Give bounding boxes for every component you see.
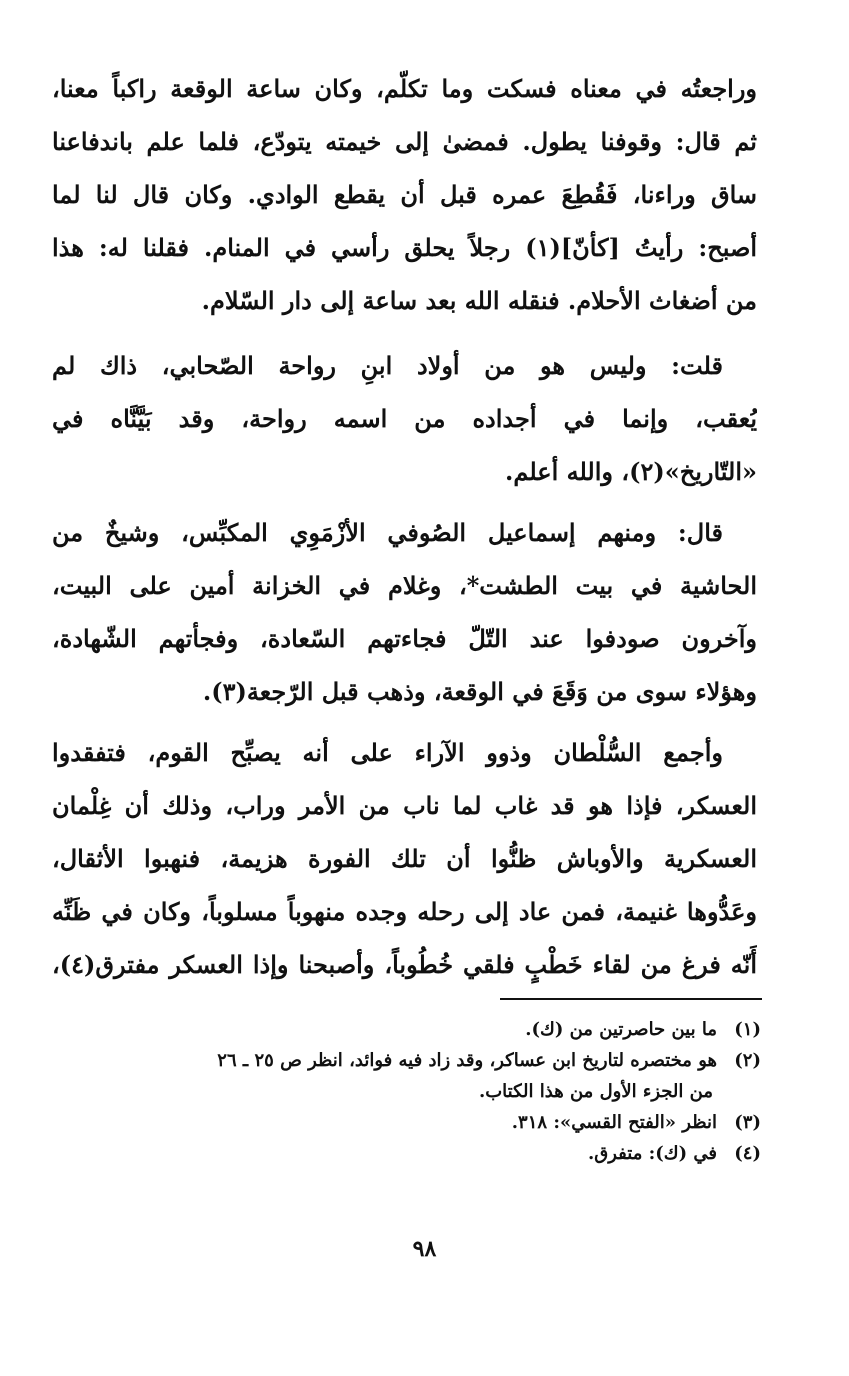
footnote-number: (٢) — [734, 1050, 761, 1071]
text-line: ثم قال: وقوفنا يطول. فمضىٰ إلى خيمته يتودّع، فلما علم باندفاعنا — [52, 127, 757, 156]
text-line: قلت: وليس هو من أولاد ابنِ رواحة الصّحابي، ذاك لم — [52, 351, 723, 380]
text-line: أَنّه فرغ من لقاء خَطْبٍ فلقي خُطُوباً، وأصبحنا وإذا العسكر مفترق(٤)، — [52, 950, 757, 979]
footnote-3 — [52, 1107, 761, 1138]
text-line: «التّاريخ»(٢)، والله أعلم. — [504, 457, 757, 486]
text-line: يُعقب، وإنما في أجداده من اسمه رواحة، وقد بَيَّنَّاه في — [52, 404, 757, 433]
footnote-text: انظر «الفتح القسي»: ٣١٨. — [511, 1112, 717, 1133]
footnote-text: في (ك): متفرق. — [588, 1143, 717, 1164]
main-text — [52, 62, 757, 991]
text-line: وراجعتُه في معناه فسكت وما تكلّم، وكان ساعة الوقعة راكباً معنا، — [52, 74, 757, 103]
paragraph — [52, 726, 757, 991]
text-line: من أضغاث الأحلام. فنقله الله بعد ساعة إلى دار السّلام. — [201, 286, 757, 315]
footnote-1 — [52, 1014, 761, 1045]
text-line: وآخرون صودفوا عند التّلّ فجاءتهم السّعادة، وفجأتهم الشّهادة، — [52, 624, 757, 653]
page-number: ٩٨ — [412, 1236, 437, 1262]
text-line: وهؤلاء سوى من وَقَعَ في الوقعة، وذهب قبل الرّجعة(٣). — [202, 677, 757, 706]
text-line: أصبح: رأيتُ [كأنّ](١) رجلاً يحلق رأسي في المنام. فقلنا له: هذا — [52, 233, 757, 262]
footnote-number: (٤) — [734, 1143, 761, 1164]
text-line: قال: ومنهم إسماعيل الصُوفي الأزْمَوِي المكبِّس، وشيخٌ من — [52, 518, 723, 547]
footnote-number: (١) — [734, 1019, 761, 1040]
text-line: العسكرية والأوباش ظنُّوا أن تلك الفورة هزيمة، فنهبوا الأثقال، — [52, 844, 757, 873]
paragraph — [52, 62, 757, 327]
footnote-4 — [52, 1138, 761, 1169]
footnote-text: هو مختصره لتاريخ ابن عساكر، وقد زاد فيه فوائد، انظر ص ٢٥ ـ ٢٦ — [217, 1050, 717, 1071]
text-line: وأجمع السُّلْطان وذوو الآراء على أنه يصبِّح القوم، فتفقدوا — [52, 738, 723, 767]
text-line: وعَدُّوها غنيمة، فمن عاد إلى رحله وجده منهوباً مسلوباً، وكان في ظَنِّه — [52, 897, 757, 926]
paragraph — [52, 339, 757, 498]
paragraph — [52, 506, 757, 718]
text-line: ساق وراءنا، فَقُطِعَ عمره قبل أن يقطع الوادي. وكان قال لنا لما — [52, 180, 757, 209]
footnote-2-continuation: من الجزء الأول من هذا الكتاب. — [478, 1081, 713, 1102]
text-line: الحاشية في بيت الطشت*، وغلام في الخزانة أمين على البيت، — [52, 571, 757, 600]
text-line: العسكر، فإذا هو قد غاب لما ناب من الأمر وراب، وذلك أن غِلْمان — [52, 791, 757, 820]
footnote-number: (٣) — [734, 1112, 761, 1133]
footnote-divider — [500, 998, 762, 1000]
footnote-2 — [52, 1045, 761, 1076]
footnote-text: ما بين حاصرتين من (ك). — [525, 1019, 717, 1040]
footnotes — [52, 1014, 761, 1169]
